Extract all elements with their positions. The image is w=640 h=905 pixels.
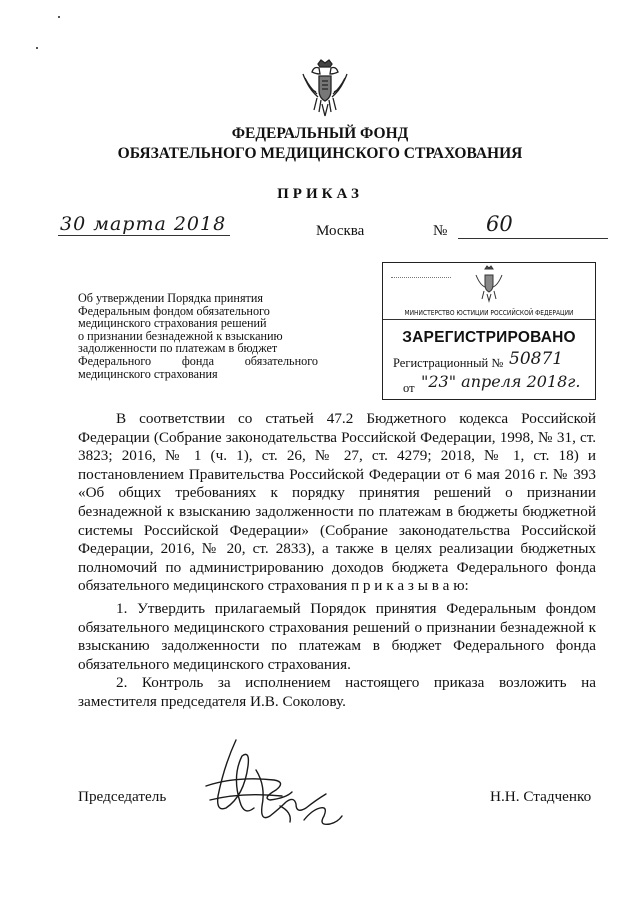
- number-underline: [458, 238, 608, 239]
- stamp-reg-label: Регистрационный №: [393, 356, 504, 370]
- preamble-line: Федерации (Собрание законодательства Российской Федерации, 1998, № 31, ст.: [78, 428, 596, 446]
- subject-line: Федеральным фондом обязательного: [78, 303, 270, 318]
- coat-of-arms-icon: [300, 58, 350, 120]
- stamp-ministry: МИНИСТЕРСТВО ЮСТИЦИИ РОССИЙСКОЙ ФЕДЕРАЦИИ: [404, 309, 574, 317]
- organization-name-line1: ФЕДЕРАЛЬНЫЙ ФОНД: [231, 125, 409, 142]
- stamp-reg-number-handwritten: 50871: [509, 349, 564, 369]
- subject-line: о признании безнадежной к взысканию: [78, 328, 283, 343]
- preamble-line: обязательного медицинского страхования п р и к а з ы в а ю:: [78, 577, 469, 595]
- scan-speck: [58, 16, 60, 18]
- stamp-date-label: от: [403, 381, 415, 395]
- subject-line: медицинского страхования решений: [78, 316, 267, 331]
- item-2-line: 2. Контроль за исполнением настоящего приказа возложить на: [116, 674, 596, 692]
- stamp-registered: ЗАРЕГИСТРИРОВАНО: [402, 329, 576, 346]
- item-1-line: обязательного медицинского страхования.: [78, 655, 351, 673]
- stamp-date-handwritten: "23" апреля 2018г.: [421, 372, 581, 391]
- signatory-title: Председатель: [78, 788, 167, 805]
- signatory-name: Н.Н. Стадченко: [490, 788, 592, 805]
- city: Москва: [316, 223, 365, 239]
- stamp-smudge: [391, 277, 451, 279]
- preamble-line: безнадежной к взысканию задолженности по платежам в бюджеты бюджетной: [78, 503, 596, 520]
- stamp-divider: [383, 319, 595, 320]
- preamble-line: В соответствии со статьей 47.2 Бюджетного кодекса Российской: [116, 410, 596, 427]
- item-1-line: взысканию задолженности по платежам в бюджет Федерального фонда: [78, 637, 596, 655]
- preamble-line: системы Российской Федерации» (Собрание законодательства Российской: [78, 521, 596, 539]
- preamble-line: «Об общих требованиях к порядку принятия решений о признании: [78, 484, 596, 502]
- order-number-handwritten: 60: [486, 212, 513, 236]
- registration-stamp: [382, 262, 596, 400]
- order-date-handwritten: 30 марта 2018: [60, 213, 227, 235]
- preamble-line: полномочий по администрированию доходов бюджета Федерального фонда: [78, 558, 596, 576]
- preamble-line: 3823; 2016, № 1 (ч. 1), ст. 26, № 27, ст. 4279; 2018, № 1, ст. 18) и: [78, 447, 596, 465]
- number-label: №: [433, 223, 448, 239]
- item-1-line: обязательного медицинского страхования решений о признании безнадежной к: [78, 618, 596, 636]
- subject-line: медицинского страхования: [78, 366, 218, 381]
- item-1-line: 1. Утвердить прилагаемый Порядок принятия Федеральным фондом: [116, 600, 596, 617]
- date-underline: [58, 235, 230, 236]
- item-2-line: заместителя председателя И.В. Соколову.: [78, 693, 346, 710]
- subject-line: задолженности по платежам в бюджет: [78, 341, 278, 356]
- stamp-emblem-icon: [474, 265, 504, 303]
- subject-line: Федерального фонда обязательного: [78, 354, 318, 368]
- organization-name-line2: ОБЯЗАТЕЛЬНОГО МЕДИЦИНСКОГО СТРАХОВАНИЯ: [117, 145, 523, 162]
- subject-line: Об утверждении Порядка принятия: [78, 291, 264, 305]
- scan-speck: [36, 47, 38, 49]
- preamble-line: Федерации, 2016, № 20, ст. 2833), а также в целях реализации бюджетных: [78, 540, 596, 558]
- document-type: ПРИКАЗ: [277, 186, 363, 202]
- handwritten-signature: [196, 736, 346, 832]
- preamble-line: постановлением Правительства Российской Федерации от 6 мая 2016 г. № 393: [78, 465, 596, 483]
